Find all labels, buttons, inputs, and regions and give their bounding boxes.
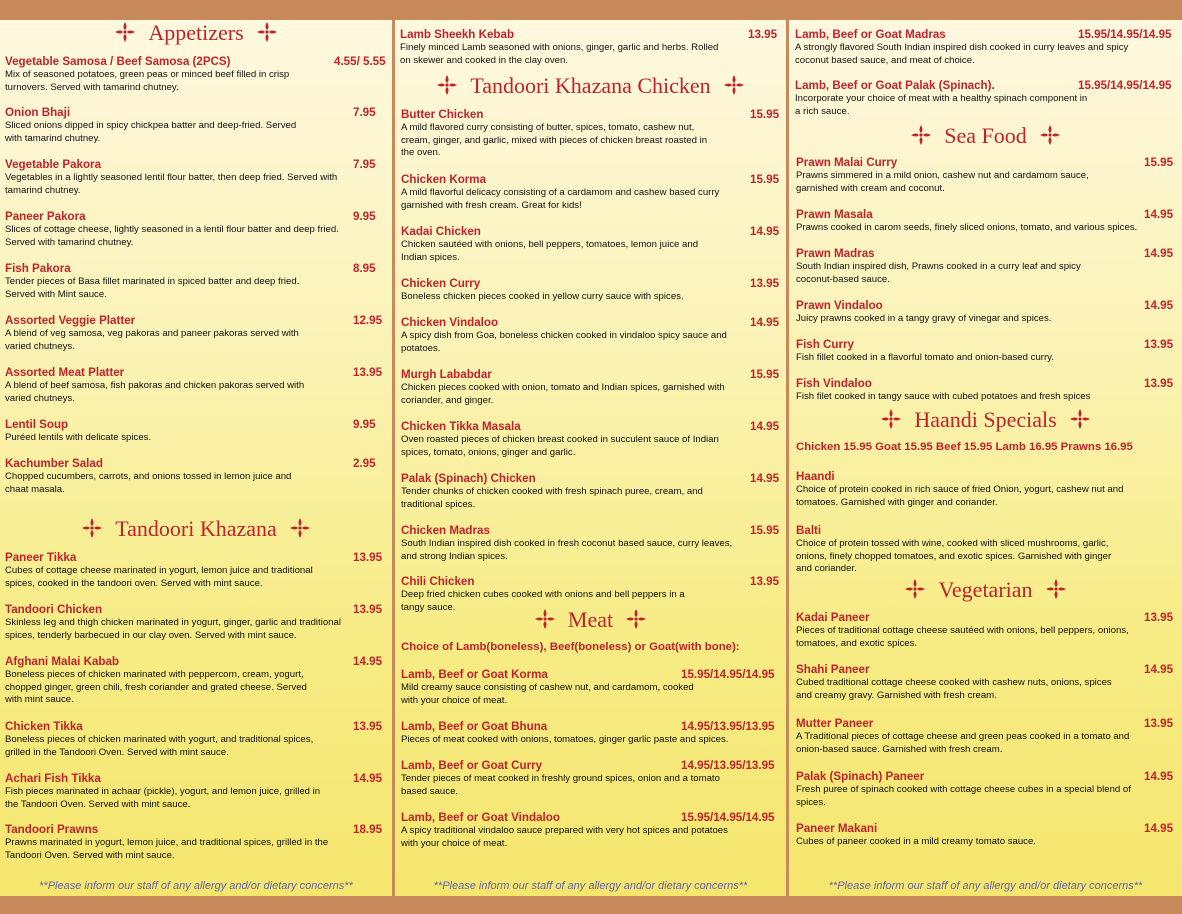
- item-description: Chopped cucumbers, carrots, and onions tossed in lemon juice and chaat masala.: [5, 471, 292, 495]
- item-description: Fish filet cooked in tangy sauce with cubed potatoes and fresh spices: [796, 391, 1091, 402]
- section-title-sea-food: Sea Food: [789, 121, 1182, 151]
- item-name: Paneer Tikka: [5, 551, 77, 564]
- item-name: Haandi: [796, 470, 835, 483]
- menu-column-2: [395, 20, 786, 896]
- ornament-icon: [880, 408, 902, 430]
- meat-choice-note: Choice of Lamb(boneless), Beef(boneless) or Goat(with bone):: [401, 641, 740, 653]
- item-name: Shahi Paneer: [796, 663, 870, 676]
- item-price: 14.95: [1144, 770, 1174, 783]
- item-name: Lamb, Beef or Goat Madras: [795, 28, 946, 41]
- item-name: Lamb Sheekh Kebab: [400, 28, 515, 41]
- item-name: Chicken Tikka Masala: [401, 420, 521, 433]
- ornament-icon: [436, 74, 458, 96]
- item-description: Cubes of paneer cooked in a mild creamy tomato sauce.: [796, 836, 1036, 847]
- item-description: Mix of seasoned potatoes, green peas or minced beef filled in crisp turnovers. Served with tamarind chutney.: [5, 69, 290, 93]
- item-description: Cubes of cottage cheese marinated in yogurt, lemon juice and traditional spices, cooked in the tandoori oven. Served with mint sauce.: [5, 565, 313, 589]
- item-name: Kadai Chicken: [401, 225, 481, 238]
- item-name: Chicken Vindaloo: [401, 316, 499, 329]
- item-description: Finely minced Lamb seasoned with onions, ginger, garlic and herbs. Rolled on skewer and cooked in the clay oven.: [400, 42, 719, 66]
- item-name: Murgh Lababdar: [401, 368, 492, 381]
- item-price: 13.95: [353, 603, 383, 616]
- section-title-tandoori-khazana: Tandoori Khazana: [0, 514, 392, 544]
- item-price: 14.95: [353, 772, 383, 785]
- item-price: 14.95: [750, 225, 780, 238]
- item-name: Chicken Curry: [401, 277, 481, 290]
- item-price: 12.95: [353, 314, 383, 327]
- item-name: Balti: [796, 524, 822, 537]
- item-name: Paneer Pakora: [5, 210, 86, 223]
- item-price: 14.95: [1144, 299, 1174, 312]
- item-name: Tandoori Chicken: [5, 603, 103, 616]
- item-name: Lamb, Beef or Goat Bhuna: [401, 720, 548, 733]
- item-name: Butter Chicken: [401, 108, 484, 121]
- item-description: Boneless pieces of chicken marinated with yogurt, and traditional spices, grilled in the Tandoori Oven. Served with mint sauce.: [5, 734, 314, 758]
- item-price: 14.95: [1144, 208, 1174, 221]
- section-title-meat: Meat: [395, 605, 786, 635]
- item-name: Lamb, Beef or Goat Curry: [401, 759, 543, 772]
- item-price: 14.95: [1144, 822, 1174, 835]
- item-price: 14.95: [1144, 663, 1174, 676]
- item-price: 13.95: [1144, 377, 1174, 390]
- item-price: 15.95/14.95/14.95: [681, 811, 775, 824]
- item-price: 13.95: [1144, 717, 1174, 730]
- item-description: Sliced onions dipped in spicy chickpea batter and deep-fried. Served with tamarind chutney.: [5, 120, 297, 144]
- item-price: 13.95: [353, 366, 383, 379]
- allergy-notice: **Please inform our staff of any allergy and/or dietary concerns**: [39, 880, 353, 892]
- section-title-tandoori-khazana-chicken: Tandoori Khazana Chicken: [395, 71, 786, 101]
- item-name: Fish Vindaloo: [796, 377, 872, 390]
- item-name: Chicken Tikka: [5, 720, 83, 733]
- allergy-notice: **Please inform our staff of any allergy and/or dietary concerns**: [433, 880, 748, 892]
- item-price: 18.95: [353, 823, 383, 836]
- item-description: Boneless chicken pieces cooked in yellow curry sauce with spices.: [401, 291, 684, 302]
- item-description: A blend of veg samosa, veg pakoras and paneer pakoras served with varied chutneys.: [5, 328, 299, 352]
- item-description: A spicy traditional vindaloo sauce prepared with very hot spices and potatoes with your choice of meat.: [401, 825, 728, 849]
- item-description: Choice of protein cooked in rich sauce of fried Onion, yogurt, cashew nut and tomatoes. Garnished with ginger and coriander.: [796, 484, 1124, 508]
- item-name: Palak (Spinach) Paneer: [796, 770, 925, 783]
- item-description: Mild creamy sauce consisting of cashew nut, and cardamom, cooked with your choice of meat.: [401, 682, 694, 706]
- item-price: 7.95: [353, 106, 376, 119]
- item-name: Prawn Malai Curry: [796, 156, 898, 169]
- item-price: 15.95: [750, 524, 780, 537]
- item-price: 13.95: [750, 575, 780, 588]
- item-description: Prawns simmered in a mild onion, cashew nut and cardamom sauce, garnished with cream and coconut.: [796, 170, 1089, 194]
- item-price: 8.95: [353, 262, 376, 275]
- item-description: A mild flavored curry consisting of butter, spices, tomato, cashew nut, cream, ginger, and garlic, mixed with pieces of chicken breast roasted in the oven.: [401, 122, 708, 158]
- item-price: 13.95: [353, 551, 383, 564]
- item-name: Assorted Veggie Platter: [5, 314, 136, 327]
- ornament-icon: [256, 21, 278, 43]
- item-description: Boneless pieces of chicken marinated with peppercorn, cream, yogurt, chopped ginger, green chili, fresh coriander and grated cheese. Served with mint sauce.: [5, 669, 307, 705]
- item-name: Chicken Korma: [401, 173, 487, 186]
- item-description: Chicken sautéed with onions, bell peppers, tomatoes, lemon juice and Indian spices.: [401, 239, 699, 263]
- item-price: 13.95: [1144, 611, 1174, 624]
- section-title-vegetarian: Vegetarian: [789, 575, 1182, 605]
- item-name: Palak (Spinach) Chicken: [401, 472, 536, 485]
- section-title-appetizers: Appetizers: [0, 20, 392, 48]
- item-price: 14.95: [353, 655, 383, 668]
- item-description: Chicken pieces cooked with onion, tomato and Indian spices, garnished with coriander, and ginger.: [401, 382, 725, 406]
- item-price: 15.95: [750, 173, 780, 186]
- item-price: 15.95: [750, 108, 780, 121]
- item-description: South Indian inspired dish, Prawns cooked in a curry leaf and spicy coconut-based sauce.: [796, 261, 1081, 285]
- ornament-icon: [81, 517, 103, 539]
- item-description: Tender pieces of meat cooked in freshly ground spices, onion and a tomato based sauce.: [401, 773, 720, 797]
- item-price: 4.55/ 5.55: [334, 55, 386, 68]
- item-description: A strongly flavored South Indian inspired dish cooked in curry leaves and spicy coconut based sauce, and meat of choice.: [795, 42, 1129, 66]
- item-name: Onion Bhaji: [5, 106, 71, 119]
- item-description: Puréed lentils with delicate spices.: [5, 432, 152, 443]
- item-price: 14.95/13.95/13.95: [681, 720, 775, 733]
- item-description: Fish pieces marinated in achaar (pickle), yogurt, and lemon juice, grilled in the Tandoori Oven. Served with mint sauce.: [5, 786, 321, 810]
- item-description: A Traditional pieces of cottage cheese and green peas cooked in a tomato and onion-based sauce. Garnished with fresh cream.: [796, 731, 1130, 755]
- item-description: Pieces of meat cooked with onions, tomatoes, ginger garlic paste and spices.: [401, 734, 729, 745]
- item-description: South Indian inspired dish cooked in fresh coconut based sauce, curry leaves, and strong Indian spices.: [401, 538, 733, 562]
- item-price: 15.95/14.95/14.95: [1078, 79, 1172, 92]
- item-name: Mutter Paneer: [796, 717, 874, 730]
- item-price: 14.95: [1144, 247, 1174, 260]
- ornament-icon: [625, 608, 647, 630]
- item-description: Vegetables in a lightly seasoned lentil flour batter, then deep fried. Served with tamarind chutney.: [5, 172, 338, 196]
- item-name: Assorted Meat Platter: [5, 366, 125, 379]
- ornament-icon: [534, 608, 556, 630]
- item-description: Juicy prawns cooked in a tangy gravy of vinegar and spices.: [796, 313, 1052, 324]
- item-description: Prawns cooked in carom seeds, finely sliced onions, tomato, and various spices.: [796, 222, 1138, 233]
- section-title-haandi-specials: Haandi Specials: [789, 405, 1182, 435]
- item-name: Lamb, Beef or Goat Vindaloo: [401, 811, 560, 824]
- item-price: 9.95: [353, 210, 376, 223]
- item-price: 13.95: [748, 28, 778, 41]
- ornament-icon: [114, 21, 136, 43]
- item-price: 9.95: [353, 418, 376, 431]
- item-name: Lentil Soup: [5, 418, 69, 431]
- item-price: 15.95: [750, 368, 780, 381]
- item-description: Prawns marinated in yogurt, lemon juice, and traditional spices, grilled in the Tandoori Oven. Served with mint sauce.: [5, 837, 329, 861]
- menu-column-1: [0, 20, 392, 896]
- item-name: Paneer Makani: [796, 822, 878, 835]
- item-name: Achari Fish Tikka: [5, 772, 101, 785]
- item-price: 15.95/14.95/14.95: [1078, 28, 1172, 41]
- item-name: Lamb, Beef or Goat Palak (Spinach).: [795, 79, 995, 92]
- item-name: Fish Pakora: [5, 262, 71, 275]
- item-price: 14.95: [750, 420, 780, 433]
- item-name: Lamb, Beef or Goat Korma: [401, 668, 548, 681]
- ornament-icon: [1039, 124, 1061, 146]
- item-description: Choice of protein tossed with wine, cooked with sliced mushrooms, garlic, onions, finely chopped tomatoes, and exotic spices. Garnished with ginger and coriander.: [796, 538, 1112, 574]
- item-description: Fish fillet cooked in a flavorful tomato and onion-based curry.: [796, 352, 1054, 363]
- item-name: Chili Chicken: [401, 575, 475, 588]
- item-price: 7.95: [353, 158, 376, 171]
- item-name: Prawn Vindaloo: [796, 299, 883, 312]
- ornament-icon: [910, 124, 932, 146]
- haandi-prices-note: Chicken 15.95 Goat 15.95 Beef 15.95 Lamb 16.95 Prawns 16.95: [796, 441, 1133, 453]
- item-price: 2.95: [353, 457, 376, 470]
- item-name: Tandoori Prawns: [5, 823, 99, 836]
- allergy-notice: **Please inform our staff of any allergy and/or dietary concerns**: [828, 880, 1143, 892]
- item-name: Chicken Madras: [401, 524, 490, 537]
- item-price: 15.95/14.95/14.95: [681, 668, 775, 681]
- item-name: Kadai Paneer: [796, 611, 870, 624]
- item-price: 13.95: [750, 277, 780, 290]
- ornament-icon: [1069, 408, 1091, 430]
- item-price: 14.95: [750, 316, 780, 329]
- item-price: 13.95: [1144, 338, 1174, 351]
- item-name: Vegetable Pakora: [5, 158, 102, 171]
- item-name: Afghani Malai Kabab: [5, 655, 120, 668]
- ornament-icon: [1045, 578, 1067, 600]
- item-description: Skinless leg and thigh chicken marinated in yogurt, ginger, garlic and traditional spices, tenderly barbecued in our clay oven. Served with mint sauce.: [5, 617, 341, 641]
- ornament-icon: [904, 578, 926, 600]
- item-price: 15.95: [1144, 156, 1174, 169]
- item-name: Prawn Masala: [796, 208, 873, 221]
- item-name: Vegetable Samosa / Beef Samosa (2PCS): [5, 55, 231, 68]
- item-description: Tender pieces of Basa fillet marinated in spiced batter and deep fried. Served with Mint sauce.: [5, 276, 300, 300]
- menu-column-3: [789, 20, 1182, 896]
- item-description: Tender chunks of chicken cooked with fresh spinach puree, cream, and traditional spices.: [401, 486, 703, 510]
- ornament-icon: [289, 517, 311, 539]
- item-name: Kachumber Salad: [5, 457, 103, 470]
- item-description: A spicy dish from Goa, boneless chicken cooked in vindaloo spicy sauce and potatoes.: [401, 330, 727, 354]
- item-price: 14.95/13.95/13.95: [681, 759, 775, 772]
- item-price: 14.95: [750, 472, 780, 485]
- item-description: Pieces of traditional cottage cheese sautéed with onions, bell peppers, onions, tomatoes, and exotic spices.: [796, 625, 1129, 649]
- item-description: A mild flavorful delicacy consisting of a cardamom and cashew based curry garnished with fresh cream. Great for kids!: [401, 187, 720, 211]
- item-name: Fish Curry: [796, 338, 854, 351]
- ornament-icon: [723, 74, 745, 96]
- item-description: Cubed traditional cottage cheese cooked with cashew nuts, onions, spices and creamy gravy. Garnished with fresh cream.: [796, 677, 1112, 701]
- item-description: A blend of beef samosa, fish pakoras and chicken pakoras served with varied chutneys.: [5, 380, 305, 404]
- item-price: 13.95: [353, 720, 383, 733]
- item-description: Deep fried chicken cubes cooked with onions and bell peppers in a tangy sauce.: [401, 589, 685, 613]
- item-description: Incorporate your choice of meat with a healthy spinach component in a rich sauce.: [795, 93, 1088, 117]
- item-name: Prawn Madras: [796, 247, 875, 260]
- item-description: Fresh puree of spinach cooked with cottage cheese cubes in a special blend of spices.: [796, 784, 1131, 808]
- item-description: Slices of cottage cheese, lightly seasoned in a lentil flour batter and deep fried. Served with tamarind chutney.: [5, 224, 339, 248]
- item-description: Oven roasted pieces of chicken breast cooked in succulent sauce of Indian spices, tomato, onions, ginger and garlic.: [401, 434, 719, 458]
